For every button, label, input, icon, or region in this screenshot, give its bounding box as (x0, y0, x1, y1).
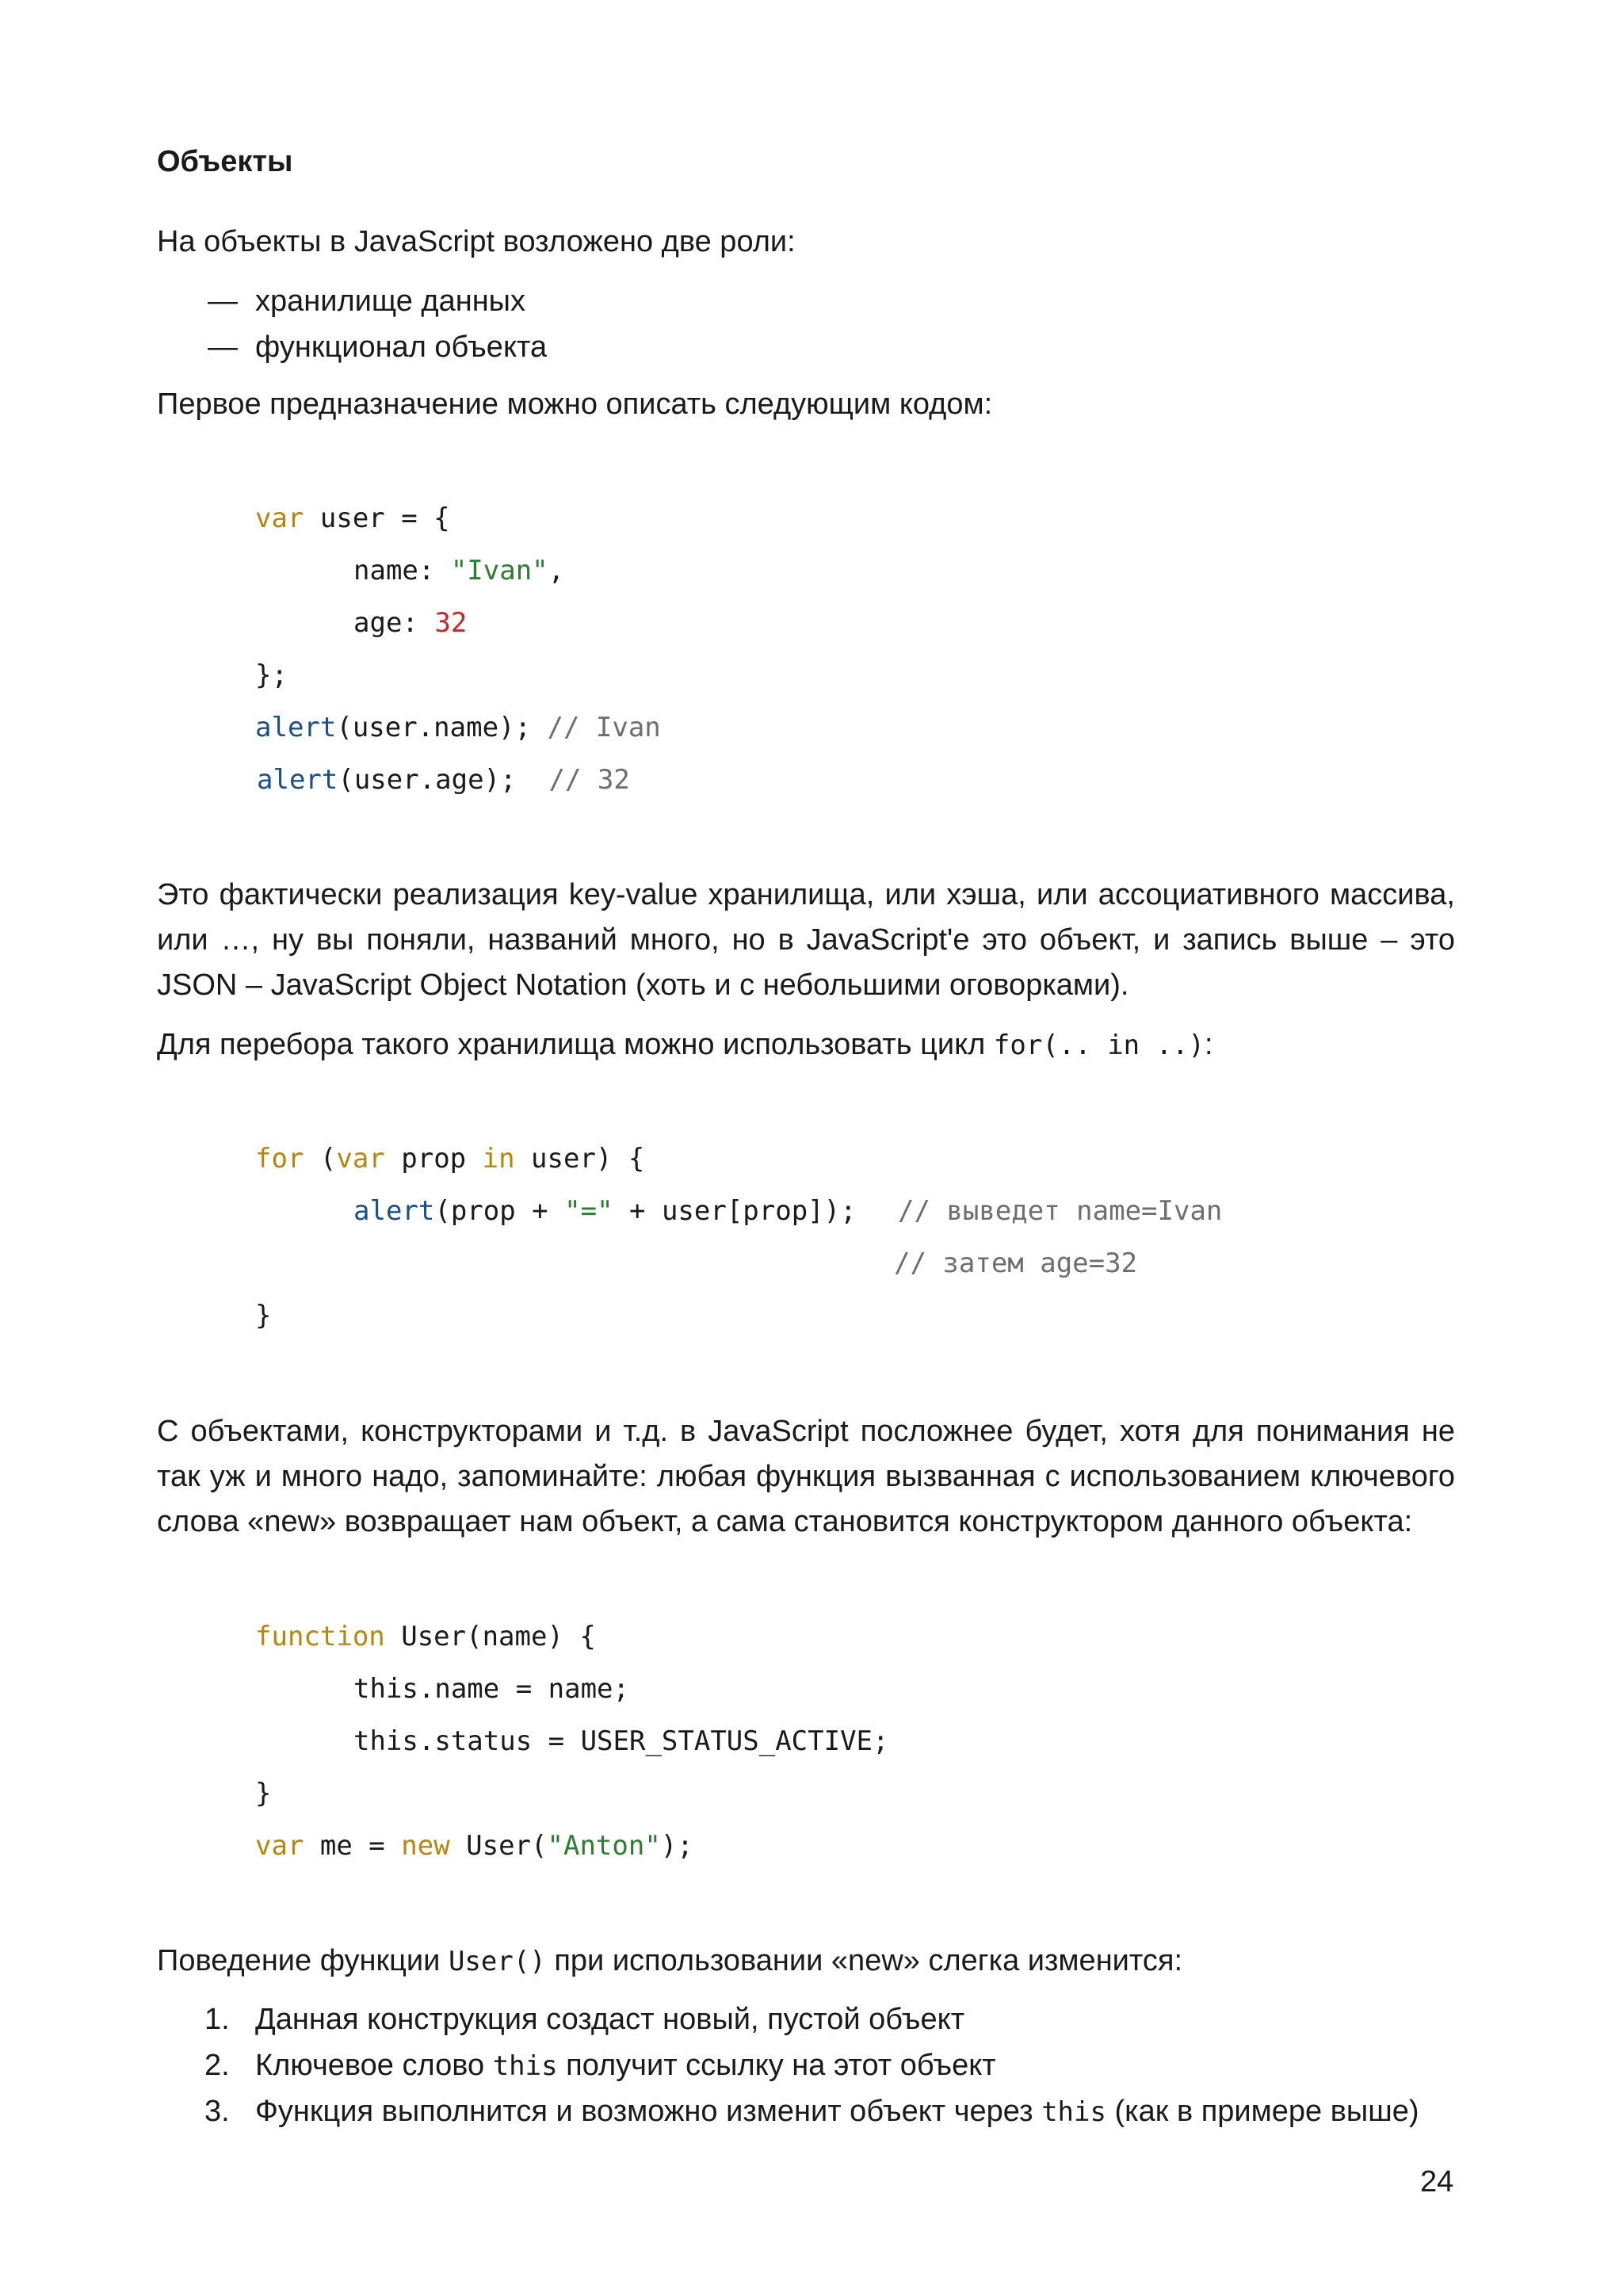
code-line (353, 597, 467, 649)
code-text: (user.name); (336, 712, 548, 743)
list-item-text: Ключевое слово (255, 2049, 493, 2082)
code-line (353, 1185, 857, 1237)
code-text: user) { (514, 1143, 645, 1175)
code-comment: // Ivan (547, 712, 661, 743)
code-keyword: var (336, 1143, 385, 1175)
code-keyword: var (255, 502, 304, 534)
list-item (255, 1997, 964, 2042)
code-comment: // 32 (548, 764, 630, 796)
code-text: user = { (304, 502, 450, 534)
code-text: age: (353, 607, 435, 639)
code-string: "Ivan" (450, 555, 548, 586)
paragraph-text: при использовании «new» слегка изменится: (545, 1944, 1183, 1977)
list-item-text: получит ссылку на этот объект (557, 2049, 996, 2082)
inline-code: this (1041, 2096, 1106, 2128)
code-keyword: new (401, 1830, 450, 1862)
list-number: 2. (204, 2049, 230, 2082)
paragraph: Это фактически реализация key-value хранилища, или хэша, или ассоциативного массива, или …, ну вы поняли, названий много, но в JavaScript'е это объект, и запись выше – это JSON – JavaScript Object Notation (хоть и с небольшими оговорками). (157, 878, 1455, 1002)
code-function: alert (353, 1195, 435, 1227)
code-function: alert (257, 764, 338, 796)
code-text: ( (304, 1143, 337, 1175)
paragraph-text: Поведение функции (157, 1944, 449, 1977)
code-text: + user[prop]); (613, 1195, 857, 1227)
code-line: this.name = name; (353, 1673, 629, 1705)
paragraph: С объектами, конструкторами и т.д. в JavaScript посложнее будет, хотя для понимания не так уж и много надо, запоминайте: любая функция вызванная с использованием ключевого слова «new» возвращает нам объект, а сама становится конструктором данного объекта: (157, 1415, 1455, 1538)
code-line: }; (255, 659, 288, 691)
paragraph (157, 1022, 1213, 1068)
code-line (255, 1610, 596, 1663)
list-bullet: — (208, 330, 238, 364)
list-item-text: Функция выполнится и возможно изменит объект через (255, 2095, 1042, 2128)
code-string: "Anton" (547, 1830, 661, 1862)
list-bullet: — (208, 285, 238, 318)
code-keyword: in (482, 1143, 515, 1175)
list-item (255, 2043, 996, 2088)
list-number: 1. (204, 2003, 230, 2036)
code-text: User(name) { (384, 1621, 596, 1652)
code-comment: // выведет name=Ivan (898, 1195, 1223, 1227)
code-line (255, 1820, 693, 1872)
code-function: alert (255, 712, 337, 743)
code-keyword: for (255, 1143, 304, 1175)
code-line: this.status = USER_STATUS_ACTIVE; (353, 1725, 889, 1757)
code-line: } (255, 1300, 272, 1331)
code-line: } (255, 1778, 272, 1809)
list-item (255, 2089, 1419, 2134)
list-number: 3. (204, 2095, 230, 2128)
paragraph-text: : (1205, 1028, 1213, 1061)
code-keyword: function (255, 1621, 385, 1652)
code-number: 32 (434, 607, 468, 639)
inline-code: for(.. in ..) (993, 1030, 1205, 1061)
code-line (255, 492, 450, 544)
paragraph-text: Для перебора такого хранилища можно использовать цикл (157, 1028, 994, 1061)
code-comment: // затем age=32 (894, 1247, 1138, 1279)
code-line (353, 544, 564, 597)
code-string: "=" (564, 1195, 613, 1227)
code-line (257, 754, 630, 806)
inline-code: this (492, 2050, 558, 2082)
paragraph (157, 1939, 1182, 1984)
list-item: хранилище данных (255, 285, 525, 318)
code-text: (user.age); (338, 764, 549, 796)
paragraph: Первое предназначение можно описать следующим кодом: (157, 388, 993, 421)
code-text: (prop + (434, 1195, 565, 1227)
code-text: ); (660, 1830, 693, 1862)
list-item-text: (как в примере выше) (1106, 2095, 1419, 2128)
code-line (255, 701, 661, 754)
list-item: функционал объекта (255, 330, 548, 364)
intro-paragraph: На объекты в JavaScript возложено две роли: (157, 225, 796, 258)
page-number: 24 (1420, 2165, 1454, 2199)
code-text: name: (353, 555, 451, 586)
list-item-text: Данная конструкция создаст новый, пустой объект (255, 2003, 965, 2036)
code-text: me = (304, 1830, 402, 1862)
code-keyword: var (255, 1830, 304, 1862)
code-text: User( (449, 1830, 548, 1862)
code-text: , (548, 555, 565, 586)
code-line (255, 1133, 644, 1185)
code-text: prop (384, 1143, 483, 1175)
inline-code: User() (448, 1946, 546, 1977)
section-heading: Объекты (157, 145, 293, 178)
